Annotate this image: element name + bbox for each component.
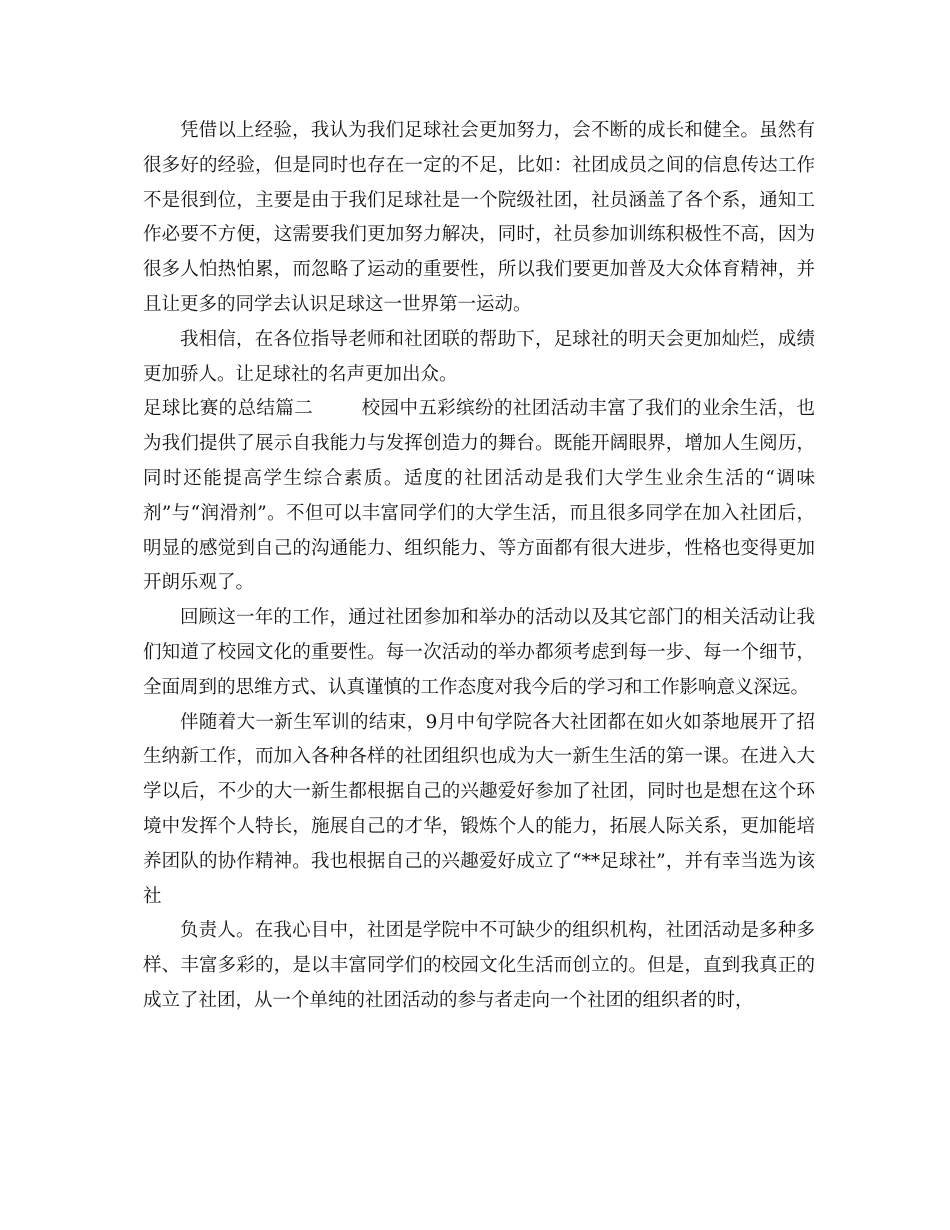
paragraph-freshmen: 伴随着大一新生军训的结束，9月中旬学院各大社团都在如火如荼地展开了招生纳新工作，而加入各种各样的社团组织也成为大一新生生活的第一课。在进入大学以后，不少的大一新生都根据自己的兴趣爱好参加了社团，同时也是想在这个环境中发挥个人特长，施展自己的才华，锻炼个人的能力，拓展人际关系，更加能培养团队的协作精神。我也根据自己的兴趣爱好成立了“**足球社”，并有幸当选为该社 — [143, 711, 815, 907]
section-heading: 足球比赛的总结篇二 — [143, 398, 314, 420]
paragraph-belief: 我相信，在各位指导老师和社团联的帮助下，足球社的明天会更加灿烂，成绩更加骄人。让足球社的名声更加出众。 — [143, 328, 815, 385]
paragraph-experience: 凭借以上经验，我认为我们足球社会更加努力，会不断的成长和健全。虽然有很多好的经验，但是同时也存在一定的不足，比如：社团成员之间的信息传达工作不是很到位，主要是由于我们足球社是一个院级社团，社员涵盖了各个系，通知工作必要不方便，这需要我们更加努力解决，同时，社员参加训练积极性不高，因为很多人怕热怕累，而忽略了运动的重要性，所以我们要更加普及大众体育精神，并且让更多的同学去认识足球这一世界第一运动。 — [143, 120, 815, 315]
paragraph-leader: 负责人。在我心目中，社团是学院中不可缺少的组织机构，社团活动是多种多样、丰富多彩的，是以丰富同学们的校园文化生活而创立的。但是，直到我真正的成立了社团，从一个单纯的社团活动的参与者走向一个社团的组织者的时， — [143, 920, 815, 1011]
paragraph-review: 回顾这一年的工作，通过社团参加和举办的活动以及其它部门的相关活动让我们知道了校园文化的重要性。每一次活动的举办都须考虑到每一步、每一个细节，全面周到的思维方式、认真谨慎的工作态度对我今后的学习和工作影响意义深远。 — [143, 607, 815, 698]
document-body — [143, 114, 815, 1019]
section-first-paragraph: 校园中五彩缤纷的社团活动丰富了我们的业余生活，也为我们提供了展示自我能力与发挥创造力的舞台。既能开阔眼界，增加人生阅历，同时还能提高学生综合素质。适度的社团活动是我们大学生业余生活的“调味剂”与“润滑剂”。不但可以丰富同学们的大学生活，而且很多同学在加入社团后，明显的感觉到自己的沟通能力、组织能力、等方面都有很大进步，性格也变得更加开朗乐观了。 — [143, 398, 815, 594]
section-two-paragraph — [143, 392, 815, 601]
